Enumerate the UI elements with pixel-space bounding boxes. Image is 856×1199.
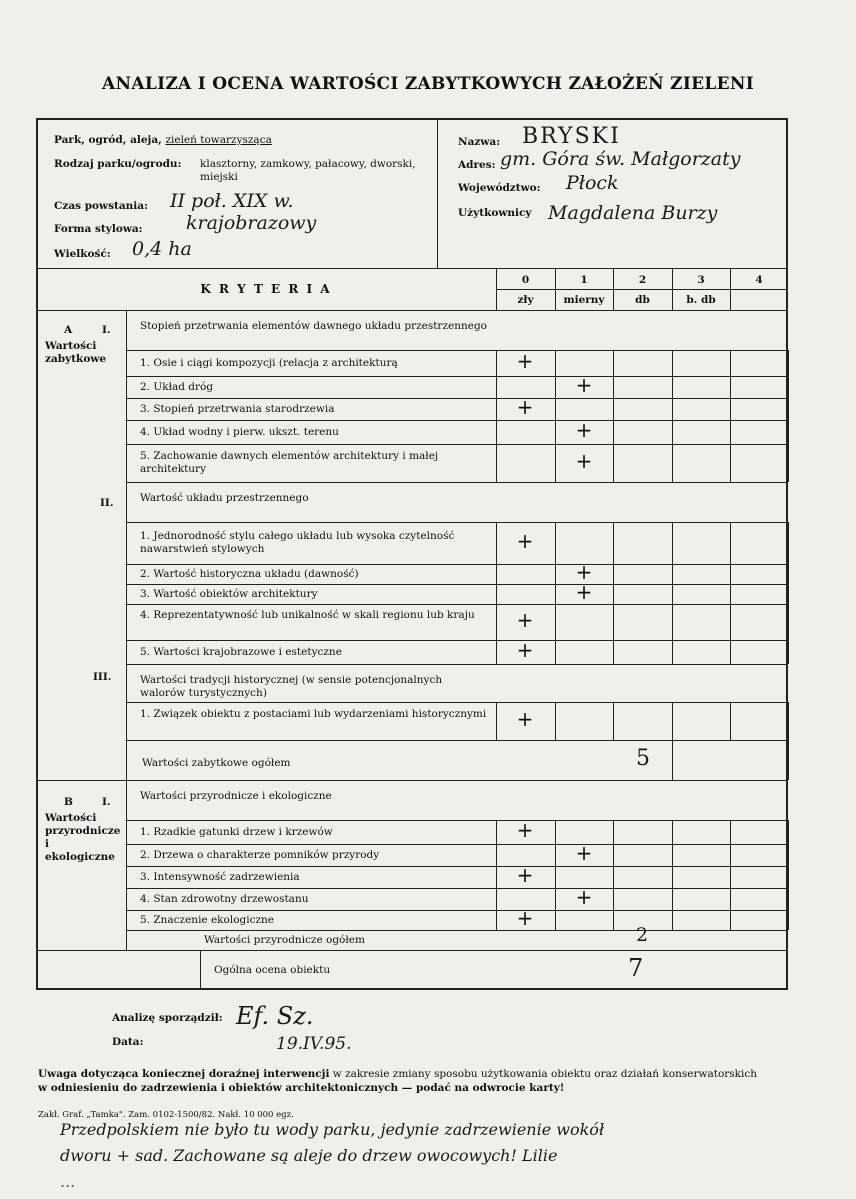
- row-divider: [126, 522, 788, 523]
- score-mark: +: [516, 608, 534, 632]
- col-divider: [672, 910, 673, 930]
- row-divider: [126, 664, 788, 665]
- score-mark: +: [575, 560, 593, 584]
- divider: [36, 268, 788, 269]
- criterion-text: 5. Znaczenie ekologiczne: [140, 913, 275, 926]
- wojewodztwo-label: Województwo:: [458, 182, 541, 194]
- wielkosc-value: 0,4 ha: [132, 238, 192, 260]
- col-divider: [496, 444, 497, 482]
- col-divider: [788, 398, 789, 420]
- score-mark: +: [516, 818, 534, 842]
- group-title: Wartość układu przestrzennego: [140, 492, 309, 504]
- col-divider: [788, 376, 789, 398]
- note-bold-2: podać na odwrocie karty!: [415, 1082, 565, 1094]
- col-divider: [555, 702, 556, 740]
- col-divider: [672, 702, 673, 740]
- section-b-letter: B: [64, 796, 73, 808]
- col-divider: [672, 350, 673, 376]
- rodzaj-value-1: klasztorny, zamkowy, pałacowy, dworski,: [200, 158, 416, 170]
- criterion-text: 2. Wartość historyczna układu (dawność): [140, 567, 359, 580]
- section-b-total-value: 2: [636, 924, 649, 946]
- col-divider: [672, 376, 673, 398]
- score-mark: +: [575, 418, 593, 442]
- col-divider: [788, 844, 789, 866]
- col-divider: [730, 398, 731, 420]
- criterion-text: 2. Drzewa o charakterze pomników przyrody: [140, 848, 380, 861]
- czas-value: II poł. XIX w.: [170, 190, 294, 212]
- park-value: zieleń towarzysząca: [165, 134, 272, 146]
- col-divider: [788, 350, 789, 376]
- divider: [437, 119, 438, 268]
- overall-label: Ogólna ocena obiektu: [214, 964, 331, 976]
- row-divider: [126, 844, 788, 845]
- col-divider: [730, 584, 731, 604]
- col-divider: [788, 820, 789, 844]
- col-divider: [496, 420, 497, 444]
- col-divider: [613, 702, 614, 740]
- col-divider: [730, 350, 731, 376]
- score-mark: +: [575, 841, 593, 865]
- score-number: 1: [580, 274, 588, 286]
- col-divider: [555, 604, 556, 640]
- signature: Ef. Sz.: [236, 1002, 314, 1030]
- score-mark: +: [575, 580, 593, 604]
- adres-value: gm. Góra św. Małgorzaty: [500, 148, 741, 170]
- uzytkownicy-value: Magdalena Burzy: [548, 202, 718, 224]
- col-divider: [672, 640, 673, 664]
- col-divider: [613, 584, 614, 604]
- score-mark: +: [516, 349, 534, 373]
- score-number: 4: [755, 274, 763, 286]
- col-divider: [613, 604, 614, 640]
- criterion-text: 2. Układ dróg: [140, 380, 214, 393]
- col-divider: [730, 910, 731, 930]
- col-divider: [555, 398, 556, 420]
- group-3-roman: III.: [93, 671, 112, 683]
- col-divider: [555, 640, 556, 664]
- col-divider: [613, 398, 614, 420]
- criterion-text: 1. Związek obiektu z postaciami lub wydarzeniami historycznymi: [140, 708, 487, 720]
- col-divider: [613, 820, 614, 844]
- overall-value: 7: [628, 954, 644, 982]
- score-number: 0: [521, 274, 530, 286]
- col-divider: [613, 910, 614, 930]
- row-divider: [126, 564, 788, 565]
- col-divider: [730, 888, 731, 910]
- group-2-roman: II.: [100, 497, 114, 509]
- col-divider: [613, 522, 614, 564]
- criterion-text: 3. Wartość obiektów architektury: [140, 587, 318, 600]
- criterion-text: 1. Osie i ciągi kompozycji (relacja z architekturą: [140, 356, 398, 369]
- col-divider: [672, 820, 673, 844]
- row-divider: [126, 910, 788, 911]
- score-number: 2: [638, 274, 647, 286]
- uzytkownicy-label: Użytkownicy: [458, 207, 532, 219]
- col-divider: [730, 702, 731, 740]
- col-divider: [496, 584, 497, 604]
- row-divider: [126, 702, 788, 703]
- row-divider: [126, 398, 788, 399]
- col-divider: [672, 444, 673, 482]
- row-divider: [126, 780, 788, 781]
- row-divider: [126, 604, 788, 605]
- col-divider: [788, 584, 789, 604]
- col-divider: [672, 844, 673, 866]
- divider: [126, 310, 127, 950]
- wojewodztwo-value: Płock: [566, 172, 619, 194]
- col-divider: [672, 740, 673, 780]
- col-divider: [788, 866, 789, 888]
- divider: [496, 289, 788, 290]
- row-divider: [126, 482, 788, 483]
- row-divider: [126, 740, 788, 741]
- criterion-text: 4. Układ wodny i pierw. ukszt. terenu: [140, 425, 339, 438]
- col-divider: [788, 740, 789, 780]
- criterion-text: 4. Reprezentatywność lub unikalność w skali regionu lub kraju: [140, 609, 475, 621]
- criterion-text: 5. Zachowanie dawnych elementów architektury i małej architektury: [140, 450, 439, 475]
- score-mark: +: [516, 906, 534, 930]
- score-mark: +: [516, 707, 534, 731]
- group-title: Wartości przyrodnicze i ekologiczne: [140, 790, 332, 802]
- row-divider: [126, 820, 788, 821]
- rodzaj-value-2: miejski: [200, 171, 238, 183]
- section-b-name: Wartości przyrodnicze i ekologiczne: [45, 812, 121, 863]
- col-divider: [788, 444, 789, 482]
- col-divider: [730, 522, 731, 564]
- section-a-letter: A: [64, 324, 73, 336]
- criterion-text: 5. Wartości krajobrazowe i estetyczne: [140, 645, 342, 658]
- section-a-name: Wartości zabytkowe: [45, 340, 107, 365]
- col-divider: [613, 376, 614, 398]
- col-divider: [613, 888, 614, 910]
- row-divider: [126, 888, 788, 889]
- col-divider: [555, 522, 556, 564]
- col-divider: [730, 820, 731, 844]
- nazwa-value: BRYSKI: [522, 124, 621, 149]
- col-divider: [672, 420, 673, 444]
- criteria-label: K R Y T E R I A: [200, 282, 332, 296]
- col-divider: [730, 844, 731, 866]
- col-divider: [730, 376, 731, 398]
- col-divider: [730, 604, 731, 640]
- col-divider: [730, 444, 731, 482]
- col-divider: [788, 702, 789, 740]
- col-divider: [672, 522, 673, 564]
- group-title: Wartości tradycji historycznej (w sensie potencjonalnych walorów turystycznych): [140, 674, 443, 699]
- score-mark: +: [575, 885, 593, 909]
- score-mark: +: [516, 529, 534, 553]
- score-name: mierny: [563, 294, 605, 306]
- criterion-text: 1. Rzadkie gatunki drzew i krzewów: [140, 825, 333, 838]
- score-mark: +: [575, 449, 593, 473]
- score-name: zły: [517, 294, 534, 306]
- section-a-total-value: 5: [636, 746, 650, 771]
- data-value: 19.IV.95.: [276, 1034, 352, 1054]
- score-mark: +: [516, 395, 534, 419]
- score-number: 3: [697, 274, 705, 286]
- divider: [126, 930, 788, 931]
- col-divider: [730, 420, 731, 444]
- col-divider: [613, 350, 614, 376]
- col-divider: [730, 640, 731, 664]
- forma-value: krajobrazowy: [186, 212, 317, 234]
- forma-label: Forma stylowa:: [54, 223, 143, 235]
- col-divider: [672, 564, 673, 584]
- data-label: Data:: [112, 1036, 144, 1048]
- col-divider: [730, 564, 731, 584]
- col-divider: [555, 910, 556, 930]
- adres-label: Adres:: [458, 159, 496, 171]
- col-divider: [672, 866, 673, 888]
- row-divider: [126, 866, 788, 867]
- col-divider: [613, 564, 614, 584]
- score-name: b. db: [686, 294, 716, 306]
- score-mark: +: [575, 373, 593, 397]
- czas-label: Czas powstania:: [54, 200, 148, 212]
- note-text-1: w zakresie zmiany sposobu użytkowania obiektu oraz działań konserwatorskich: [329, 1068, 758, 1080]
- rodzaj-label: Rodzaj parku/ogrodu:: [54, 158, 182, 170]
- divider: [200, 950, 201, 990]
- col-divider: [613, 420, 614, 444]
- score-mark: +: [516, 863, 534, 887]
- score-mark: +: [516, 638, 534, 662]
- section-a-total-label: Wartości zabytkowe ogółem: [142, 757, 291, 769]
- handwritten-note-1: Przedpolskiem nie było tu wody parku, jedynie zadrzewienie wokół: [60, 1120, 605, 1139]
- row-divider: [126, 420, 788, 421]
- col-divider: [672, 604, 673, 640]
- col-divider: [613, 444, 614, 482]
- section-b-roman: I.: [102, 796, 111, 808]
- divider: [36, 950, 788, 951]
- criterion-text: 3. Stopień przetrwania starodrzewia: [140, 402, 335, 415]
- section-a-roman: I.: [102, 324, 111, 336]
- group-title: Stopień przetrwania elementów dawnego układu przestrzennego: [140, 320, 487, 332]
- criterion-text: 4. Stan zdrowotny drzewostanu: [140, 892, 309, 905]
- wielkosc-label: Wielkość:: [54, 248, 111, 260]
- col-divider: [730, 866, 731, 888]
- row-divider: [126, 376, 788, 377]
- col-divider: [672, 584, 673, 604]
- col-divider: [613, 866, 614, 888]
- handwritten-note-2: dworu + sad. Zachowane są aleje do drzew owocowych! Lilie: [60, 1146, 558, 1165]
- row-divider: [126, 640, 788, 641]
- row-divider: [126, 444, 788, 445]
- note-text-2: w odniesieniu do zadrzewienia i obiektów architektonicznych —: [38, 1082, 416, 1094]
- col-divider: [788, 604, 789, 640]
- col-divider: [672, 398, 673, 420]
- col-divider: [672, 888, 673, 910]
- section-b-total-label: Wartości przyrodnicze ogółem: [204, 934, 365, 946]
- imprint: Zakł. Graf. „Tamka". Zam. 0102-1500/82. Nakł. 10 000 egz.: [38, 1110, 294, 1120]
- park-label: Park, ogród, aleja,: [54, 134, 162, 146]
- row-divider: [126, 350, 788, 351]
- col-divider: [788, 640, 789, 664]
- col-divider: [788, 420, 789, 444]
- criterion-text: 3. Intensywność zadrzewienia: [140, 870, 300, 883]
- col-divider: [613, 640, 614, 664]
- col-divider: [613, 844, 614, 866]
- score-name: db: [635, 294, 650, 306]
- analize-label: Analizę sporządził:: [112, 1012, 223, 1024]
- criterion-text: 1. Jednorodność stylu całego układu lub wysoka czytelność nawarstwień stylowych: [140, 530, 455, 555]
- handwritten-note-3: ...: [60, 1172, 76, 1191]
- col-divider: [788, 564, 789, 584]
- form-title: ANALIZA I OCENA WARTOŚCI ZABYTKOWYCH ZAŁOŻEŃ ZIELENI: [102, 74, 754, 94]
- col-divider: [788, 910, 789, 930]
- nazwa-label: Nazwa:: [458, 136, 501, 148]
- col-divider: [496, 564, 497, 584]
- col-divider: [788, 888, 789, 910]
- divider: [36, 310, 788, 311]
- note-bold-1: Uwaga dotycząca koniecznej doraźnej interwencji: [38, 1068, 330, 1080]
- col-divider: [788, 522, 789, 564]
- row-divider: [126, 584, 788, 585]
